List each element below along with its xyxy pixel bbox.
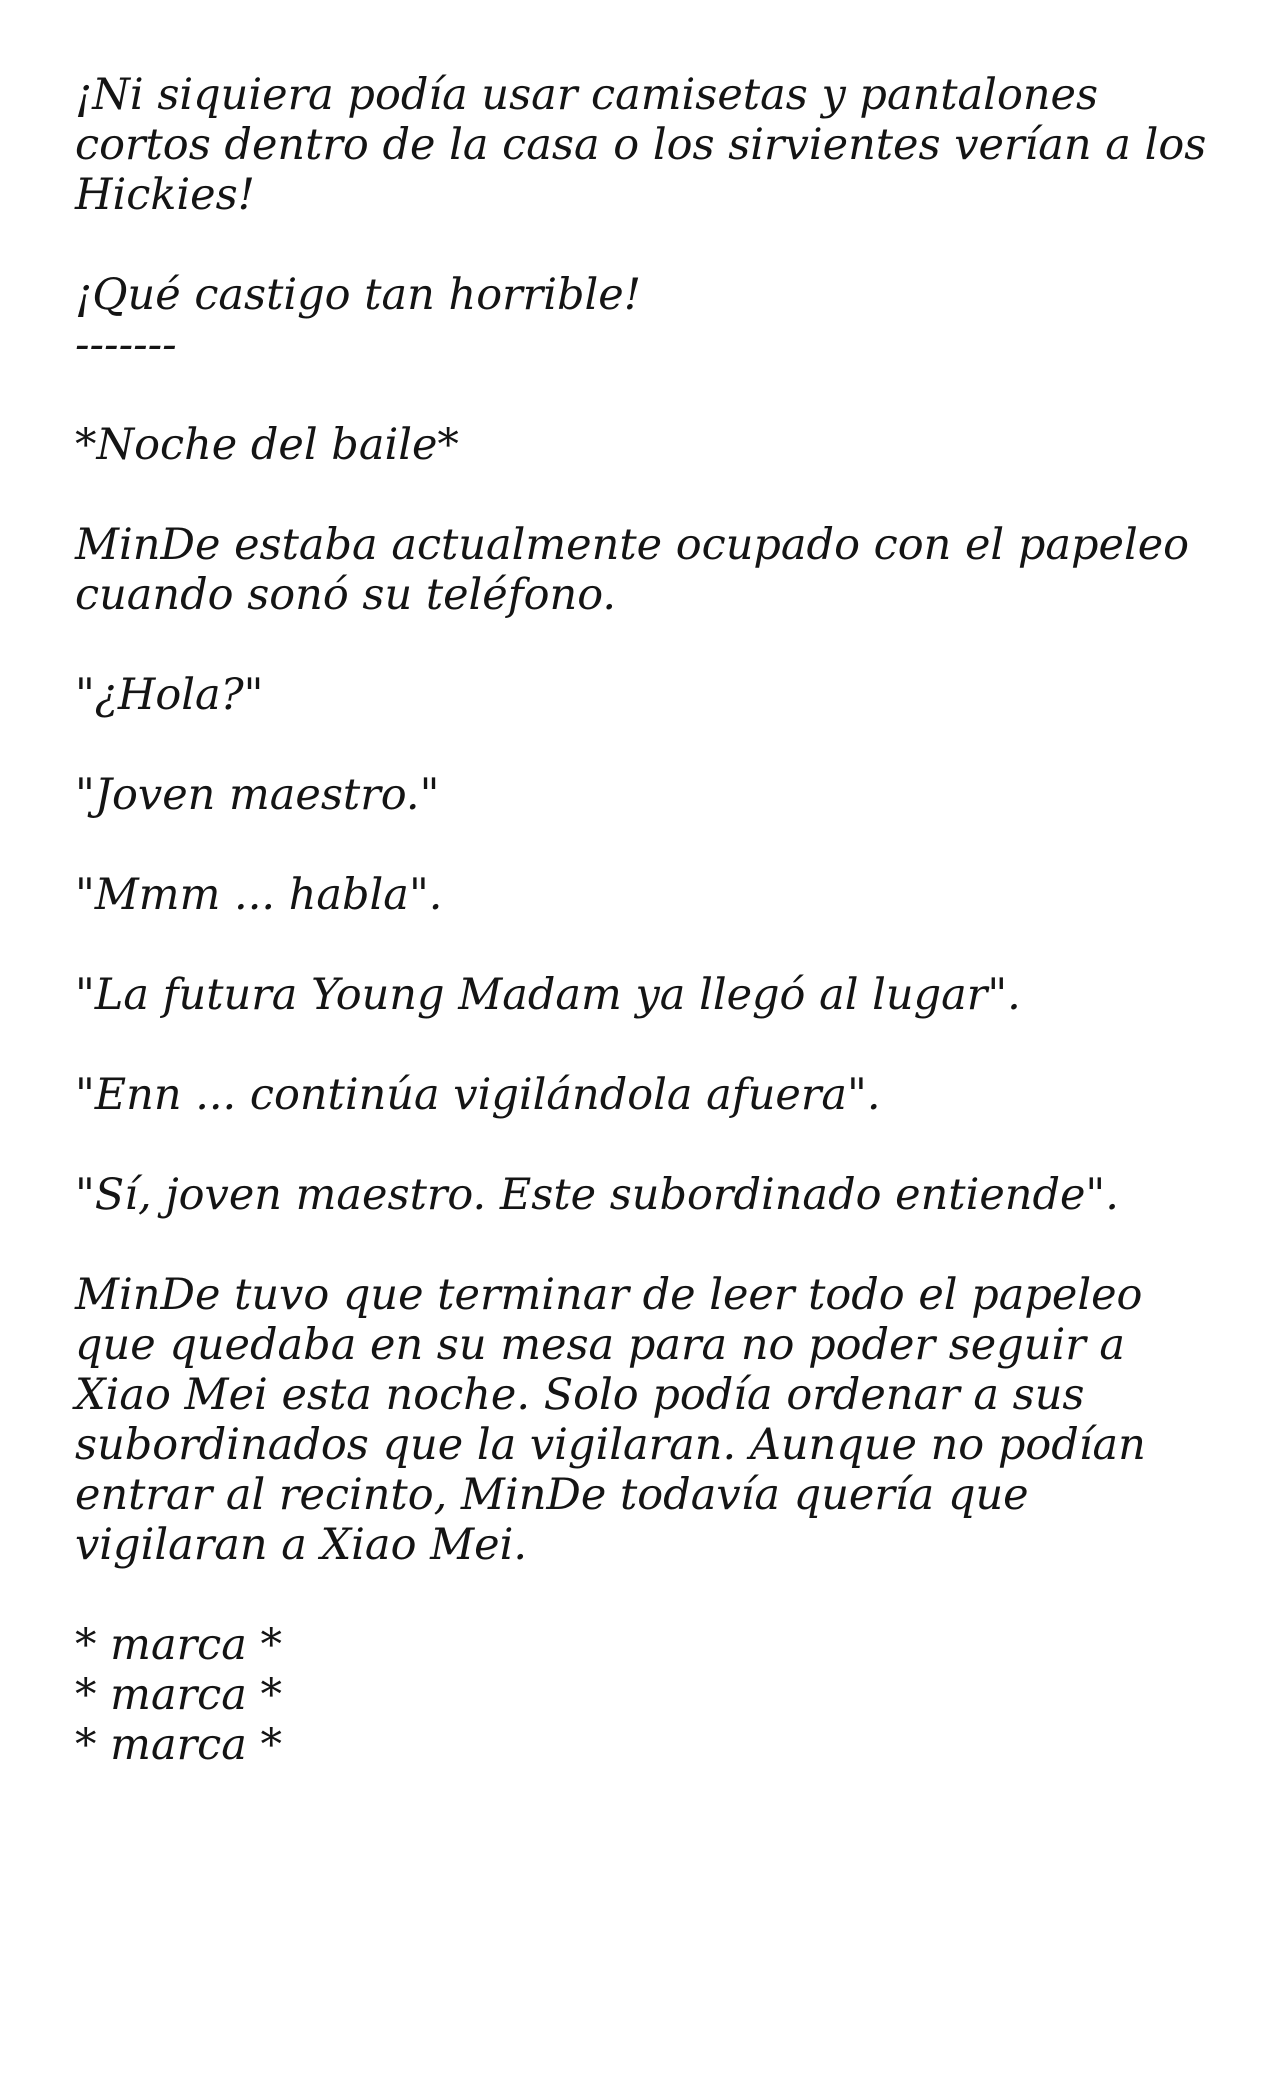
paragraph-xiao-mei: MinDe tuvo que terminar de leer todo el papeleo que quedaba en su mesa para no poder seguir a Xiao Mei esta noche. Solo podía ordenar a sus subordinados que la vigilaran. Aunque no podían entrar al recinto, MinDe todavía quería que vigilaran a Xiao Mei. bbox=[75, 1270, 1160, 1570]
paragraph-papeleo: MinDe estaba actualmente ocupado con el papeleo cuando sonó su teléfono. bbox=[75, 520, 1203, 620]
sound-effect-marca-1: * marca * bbox=[75, 1620, 283, 1670]
dialogue-habla: "Mmm ... habla". bbox=[75, 870, 443, 920]
document-page bbox=[75, 70, 1225, 1770]
dialogue-vigilandola: "Enn ... continúa vigilándola afuera". bbox=[75, 1070, 881, 1120]
sound-effect-marca-2: * marca * bbox=[75, 1670, 283, 1720]
dialogue-joven-maestro: "Joven maestro." bbox=[75, 770, 440, 820]
dialogue-subordinado: "Sí, joven maestro. Este subordinado entiende". bbox=[75, 1170, 1119, 1220]
sound-effect-marca-3: * marca * bbox=[75, 1720, 283, 1770]
paragraph-camisetas: ¡Ni siquiera podía usar camisetas y pantalones cortos dentro de la casa o los sirvientes verían a los Hickies! bbox=[75, 70, 1220, 220]
scene-heading: *Noche del baile* bbox=[75, 420, 459, 470]
paragraph-castigo: ¡Qué castigo tan horrible! bbox=[75, 270, 641, 320]
dialogue-hola: "¿Hola?" bbox=[75, 670, 264, 720]
dialogue-lugar: "La futura Young Madam ya llegó al lugar". bbox=[75, 970, 1021, 1020]
scene-divider: ------- bbox=[75, 320, 177, 370]
